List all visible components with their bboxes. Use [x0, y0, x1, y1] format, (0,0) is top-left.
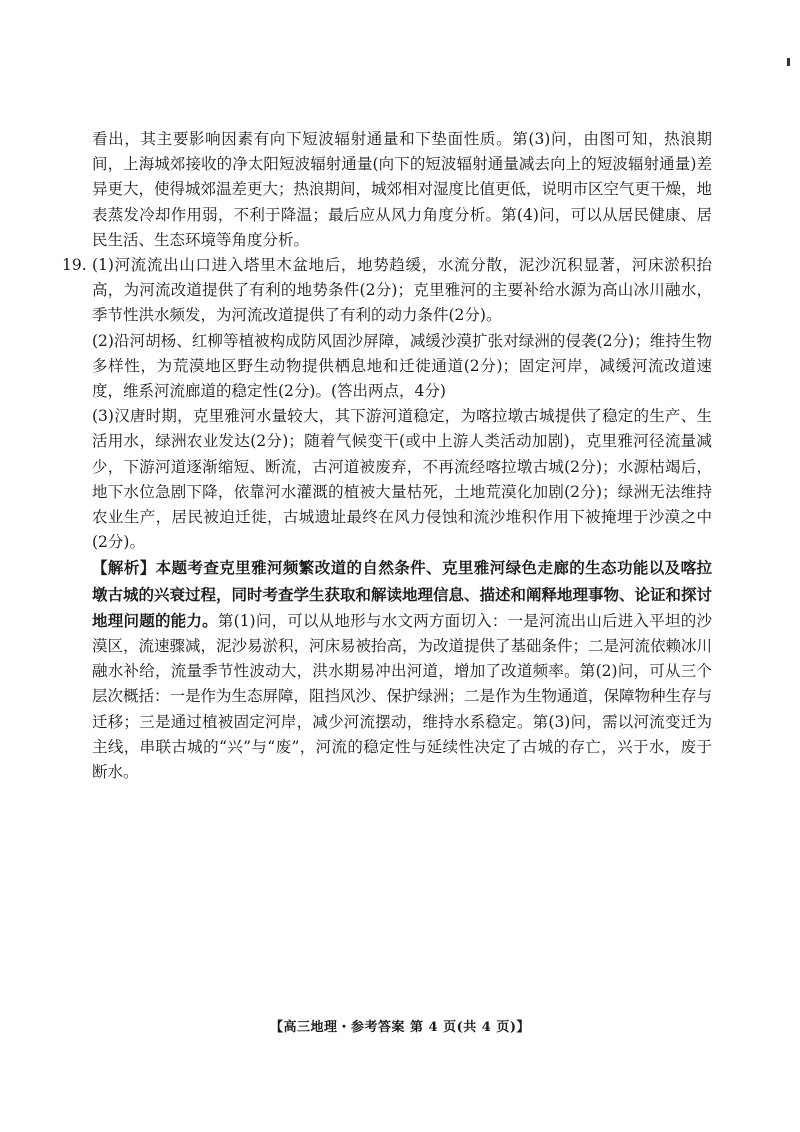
analysis-intro: 本题考查克里雅河频繁改道的自然条件、克里雅河绿色走廊的生态功能以及喀拉墩古城的兴衰过程，同时考查学生获取和解读地理信息、描述和阐释地理事物、论证和探讨地理问题的能力。: [92, 558, 713, 630]
answer-part-2: (2)沿河胡杨、红柳等植被构成防风固沙屏障，减缓沙漠扩张对绿洲的侵袭(2分)；维持生物多样性，为荒漠地区野生动物提供栖息地和迁徙通道(2分)；固定河岸，减缓河流改道速度，维系河流廊道的稳定性(2分)。(答出两点，4分): [92, 331, 712, 401]
page-footer: 【高三地理・参考答案 第 4 页(共 4 页)】: [269, 1020, 531, 1035]
answer-content: [62, 127, 713, 785]
answer-part-3: (3)汉唐时期，克里雅河水量较大，其下游河道稳定，为喀拉墩古城提供了稳定的生产、生活用水，绿洲农业发达(2分)；随着气候变干(或中上游人类活动加剧)，克里雅河径流量减少，下游河道逐渐缩短、断流，古河道被废弃，不再流经喀拉墩古城(2分)；水源枯竭后，地下水位急剧下降，依靠河水灌溉的植被大量枯死，土地荒漠化加剧(2分)；绿洲无法维持农业生产，居民被迫迁徙，古城遗址最终在风力侵蚀和流沙堆积作用下被掩埋于沙漠之中(2分)。: [92, 407, 712, 552]
analysis-paragraph: [92, 555, 712, 785]
question-number: 19.: [62, 256, 87, 275]
question-19: [62, 253, 713, 785]
analysis-tag: 【解析】: [92, 558, 156, 578]
analysis-body: 第(1)问，可以从地形与水文两方面切入：一是河流出山后进入平坦的沙漠区，流速骤减，泥沙易淤积，河床易被抬高，为改道提供了基础条件；二是河流依赖冰川融水补给，流量季节性波动大，洪水期易冲出河道，增加了改道频率。第(2)问，可从三个层次概括：一是作为生态屏障，阻挡风沙、保护绿洲；二是作为生物通道，保障物种生存与迁移；三是通过植被固定河岸，减少河流摆动，维持水系稳定。第(3)问，需以河流变迁为主线，串联古城的“兴”与“废”，河流的稳定性与延续性决定了古城的存亡，兴于水，废于断水。: [92, 611, 713, 782]
scan-corner-mark: [787, 58, 790, 66]
answer-part-1: (1)河流流出山口进入塔里木盆地后，地势趋缓，水流分散，泥沙沉积显著，河床淤积抬高，为河流改道提供了有利的地势条件(2分)；克里雅河的主要补给水源为高山冰川融水，季节性洪水频发，为河流改道提供了有利的动力条件(2分)。: [92, 256, 712, 325]
previous-analysis-continuation: 看出，其主要影响因素有向下短波辐射通量和下垫面性质。第(3)问，由图可知，热浪期间，上海城郊接收的净太阳短波辐射通量(向下的短波辐射通量减去向上的短波辐射通量)差异更大，使得城郊温差更大；热浪期间，城郊相对湿度比值更低，说明市区空气更干燥，地表蒸发冷却作用弱，不利于降温；最后应从风力角度分析。第(4)问，可以从居民健康、居民生活、生态环境等角度分析。: [92, 130, 713, 249]
